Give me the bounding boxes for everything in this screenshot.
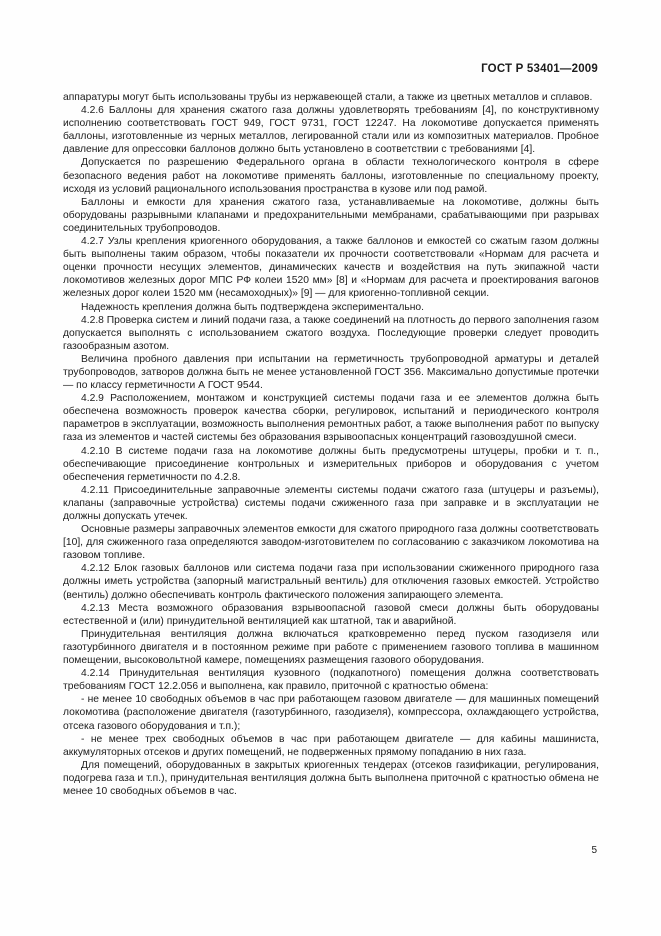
- paragraph-9: 4.2.9 Расположением, монтажом и конструкцией системы подачи газа и ее элементов должна быть обеспечена возможность проверок качества сборки, регулировок, испытаний и периодического контроля параметров в эксплуатации, возможность выполнения ремонтных работ, а также выполнения работ по выпуску газа из элементов и частей системы без образования взрывоопасных концентраций газовоздушной смеси.: [63, 393, 599, 444]
- paragraph-11: 4.2.11 Присоединительные заправочные элементы системы подачи сжатого газа (штуцеры и разъемы), клапаны (заправочные устройства) системы подачи сжиженного газа при заправке и в эксплуатации не должны допускать утечек.: [63, 484, 599, 522]
- paragraph-10: 4.2.10 В системе подачи газа на локомотиве должны быть предусмотрены штуцеры, пробки и т. п., обеспечивающие присоединение контрольных и измерительных приборов и оборудования с учетом обеспечения герметичности по 4.2.8.: [63, 445, 599, 483]
- paragraph-5: 4.2.7 Узлы крепления криогенного оборудования, а также баллонов и емкостей со сжатым газом должны быть выполнены таким образом, чтобы показатели их прочности соответствовали «Нормам для расчета и оценки прочности несущих элементов, динамических качеств и воздействия на путь экипажной части локомотивов железных дорог МПС РФ колеи 1520 мм» [8] и «Нормам для расчета и проектирования вагонов железных дорог колеи 1520 мм (несамоходных)» [9] — для криогенно-топливной секции.: [63, 236, 599, 300]
- page-number: 5: [591, 845, 597, 856]
- paragraph-4: Баллоны и емкости для хранения сжатого газа, устанавливаемые на локомотиве, должны быть оборудованы разрывными клапанами и предохранительными мембранами, срабатывающими при разрывах соединительных трубопроводов.: [63, 196, 599, 234]
- paragraph-8: Величина пробного давления при испытании на герметичность трубопроводной арматуры и деталей трубопроводов, затворов должна быть не менее установленной ГОСТ 356. Максимально допустимые протечки — по классу герметичности А ГОСТ 9544.: [63, 353, 599, 392]
- paragraph-12: Основные размеры заправочных элементов емкости для сжатого природного газа должны соответствовать [10], для сжиженного газа определяются заводом-изготовителем по согласованию с заказчиком локомотива на газовом топливе.: [63, 524, 599, 562]
- paragraph-3: Допускается по разрешению Федерального органа в области технологического контроля в сфере безопасного ведения работ на локомотиве применять баллоны, изготовленные по специальному проекту, исходя из условий рационального использования пространства в кузове или под рамой.: [63, 157, 599, 195]
- paragraph-17: - не менее 10 свободных объемов в час при работающем газовом двигателе — для машинных помещений локомотива (расположение двигателя (газотурбинного, газодизеля), компрессора, охлаждающего устройства, отсека газового оборудования и т.п.);: [63, 694, 599, 732]
- document-header-title: ГОСТ Р 53401—2009: [481, 63, 598, 75]
- paragraph-19: Для помещений, оборудованных в закрытых криогенных тендерах (отсеков газификации, регулирования, подогрева газа и т.п.), принудительная вентиляция должна быть выполнена приточной с кратностью обмена не менее 10 свободных объемов в час.: [63, 759, 599, 797]
- paragraph-15: Принудительная вентиляция должна включаться кратковременно перед пуском газодизеля или газотурбинного двигателя и в постоянном режиме при работе с применением газового топлива в машинном помещении, высоковольтной камере, помещениях размещения газового оборудования.: [63, 628, 599, 667]
- paragraph-18: - не менее трех свободных объемов в час при работающем двигателе — для кабины машиниста, аккумуляторных отсеков и других помещений, не подверженных прямому попаданию в них газа.: [63, 733, 599, 758]
- paragraph-2: 4.2.6 Баллоны для хранения сжатого газа должны удовлетворять требованиям [4], по конструктивному исполнению соответствовать ГОСТ 949, ГОСТ 9731, ГОСТ 12247. На локомотиве допускается применять баллоны, изготовленные из черных металлов, легированной стали или из композитных материалов. Пробное давление для опрессовки баллонов должно быть установлено в соответствии с требованиями [4].: [63, 105, 599, 156]
- paragraph-7: 4.2.8 Проверка систем и линий подачи газа, а также соединений на плотность до первого заполнения газом допускается выполнять с использованием сжатого воздуха. Последующие проверки следует проводить газообразным азотом.: [63, 314, 599, 352]
- paragraph-16: 4.2.14 Принудительная вентиляция кузовного (подкапотного) помещения должна соответствовать требованиям ГОСТ 12.2.056 и выполнена, как правило, приточной с кратностью обмена:: [63, 668, 599, 693]
- document-body: [63, 91, 599, 798]
- paragraph-13: 4.2.12 Блок газовых баллонов или система подачи газа при использовании сжиженного природного газа должны иметь устройства (запорный магистральный вентиль) для отключения газовых емкостей. Устройство (вентиль) должно обеспечивать контроль фактического положения запирающего элемента.: [63, 563, 599, 601]
- paragraph-1: аппаратуры могут быть использованы трубы из нержавеющей стали, а также из цветных металлов и сплавов.: [63, 92, 593, 103]
- paragraph-6: Надежность крепления должна быть подтверждена экспериментально.: [81, 301, 425, 313]
- paragraph-14: 4.2.13 Места возможного образования взрывоопасной газовой смеси должны быть оборудованы естественной и (или) принудительной вентиляцией как штатной, так и аварийной.: [63, 602, 599, 627]
